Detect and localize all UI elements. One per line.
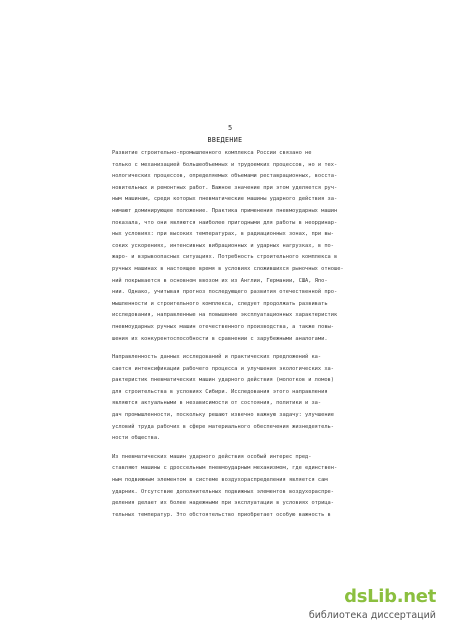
text-line: ний покрывается в основном ввозом их из Англии, Германии, США, Япо- — [112, 277, 328, 284]
text-line: Развитие строительно-промышленного комплекса России связано не — [112, 150, 312, 156]
text-line: шения их конкурентоспособности в сравнении с зарубежными аналогами. — [112, 335, 328, 342]
text-line: ставляют машины с дроссельным пневмоударным механизмом, где единствен- — [112, 465, 338, 472]
page-number: 5 — [228, 124, 233, 132]
body-text — [112, 148, 350, 521]
text-line: нологических процессов, определяемых объемами реставрационных, восста- — [112, 173, 338, 180]
watermark — [308, 586, 436, 626]
text-line: жаро- и взрывоопасных ситуациях. Потребность строительного комплекса в — [112, 254, 338, 261]
text-line: только с механизацией большеобъемных и трудоемких процессов, но и тех- — [112, 161, 338, 168]
text-line: ных условиях: при высоких температурах, в радиационных зонах, при вы- — [112, 231, 334, 238]
paragraph — [112, 352, 350, 445]
text-line: ударник. Отсутствие дополнительных подвижных элементов воздухораспре- — [112, 488, 334, 495]
text-line: тельных температур. Это обстоятельство приобретает особую важность в — [112, 511, 331, 518]
section-heading: ВВЕДЕНИЕ — [207, 136, 243, 144]
text-line: ным машинам, среди которых пневматические машины ударного действия за- — [112, 196, 338, 203]
text-line: ности общества. — [112, 435, 161, 442]
text-line: являются актуальными в независимости от состояния, политики и за- — [112, 400, 322, 407]
paragraph — [112, 148, 350, 345]
text-line: рактеристик пневматических машин ударного действия (молотков и ломов) — [112, 377, 334, 384]
text-line: сается интенсификации рабочего процесса и улучшения экологических ха- — [112, 365, 334, 372]
text-line: ным подвижным элементом в системе воздухораспределения является сам — [112, 477, 328, 484]
text-line: мышленности и строительного комплекса, следует продолжать развивать — [112, 300, 328, 307]
text-line: дач промышленности, поскольку решают извечно важную задачу: улучшение — [112, 412, 334, 419]
text-line: пневмоударных ручных машин отечественного производства, а также повы- — [112, 323, 334, 330]
text-line: показала, что они являются наиболее пригодными для работы в неординар- — [112, 219, 338, 226]
paragraph — [112, 452, 350, 522]
text-line: исследования, направленные на повышение эксплуатационных характеристик — [112, 312, 338, 319]
text-line: деления делает их более надежными при эксплуатации в условиях отрица- — [112, 500, 334, 507]
watermark-caption: библиотека диссертаций — [308, 610, 436, 621]
text-line: ручных машинах в настоящее время в условиях сложившихся рыночных отноше- — [112, 265, 344, 272]
text-line: соких ускорениях, интенсивных вибрационных и ударных нагрузках, в по- — [112, 242, 334, 249]
text-line: Направленность данных исследований и практических предложений ка- — [112, 354, 322, 361]
text-line: условий труда рабочих в сфере материального обеспечения жизнедеятель- — [112, 423, 334, 430]
watermark-logo: dsLib.net — [344, 586, 436, 607]
text-line: нимают доминирующее положение. Практика применения пневмоударных машин — [112, 207, 338, 214]
text-line: нии. Однако, учитывая прогноз последующего развития отечественной про- — [112, 289, 338, 296]
text-line: для строительства в условиях Сибири. Исследования этого направления — [112, 388, 328, 395]
text-line: Из пневматических машин ударного действия особый интерес пред- — [112, 453, 312, 460]
text-line: новительных и ремонтных работ. Важное значение при этом уделяется руч- — [112, 184, 338, 191]
